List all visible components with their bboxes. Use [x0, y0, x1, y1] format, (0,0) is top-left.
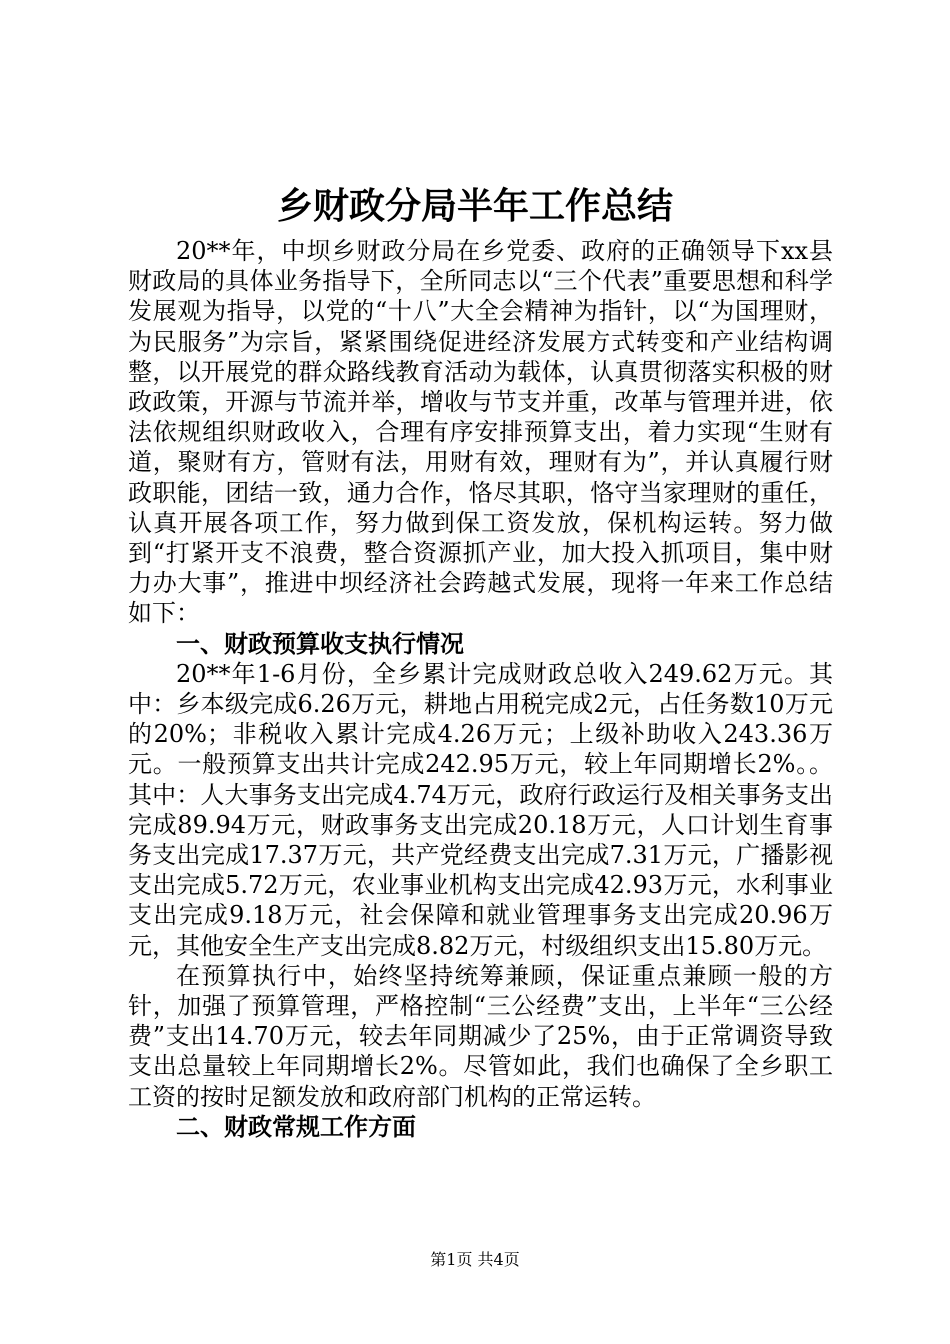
section-heading-routine: 二、财政常规工作方面 — [176, 1112, 416, 1141]
page-footer: 第1页 共4页 — [430, 1250, 520, 1269]
document-body — [128, 236, 833, 1142]
budget-execution-paragraph: 在预算执行中，始终坚持统筹兼顾，保证重点兼顾一般的方针，加强了预算管理，严格控制“三公经费”支出，上半年“三公经费”支出14.70万元，较去年同期减少了25%，由于正常调资导致支出总量较上年同期增长2%。尽管如此，我们也确保了全乡职工工资的按时足额发放和政府部门机构的正常运转。 — [128, 961, 833, 1111]
document-title: 乡财政分局半年工作总结 — [276, 186, 673, 227]
intro-paragraph: 20**年，中坝乡财政分局在乡党委、政府的正确领导下xx县财政局的具体业务指导下，全所同志以“三个代表”重要思想和科学发展观为指导，以党的“十八”大全会精神为指针，以“为国理财，为民服务”为宗旨，紧紧围绕促进经济发展方式转变和产业结构调整，以开展党的群众路线教育活动为载体，认真贯彻落实积极的财政政策，开源与节流并举，增收与节支并重，改革与管理并进，依法依规组织财政收入，合理有序安排预算支出，着力实现“生财有道，聚财有方，管财有法，用财有效，理财有为”，并认真履行财政职能，团结一致，通力合作，恪尽其职，恪守当家理财的重任，认真开展各项工作，努力做到保工资发放，保机构运转。努力做到“打紧开支不浪费，整合资源抓产业，加大投入抓项目，集中财力办大事”，推进中坝经济社会跨越式发展，现将一年来工作总结如下： — [128, 237, 833, 628]
section-heading-budget: 一、财政预算收支执行情况 — [176, 629, 464, 658]
budget-paragraph: 20**年1-6月份，全乡累计完成财政总收入249.62万元。其中：乡本级完成6.26万元，耕地占用税完成2元，占任务数10万元的20%；非税收入累计完成4.26万元；上级补助收入243.36万元。一般预算支出共计完成242.95万元，较上年同期增长2%。。其中：人大事务支出完成4.74万元，政府行政运行及相关事务支出完成89.94万元，财政事务支出完成20.18万元，人口计划生育事务支出完成17.37万元，共产党经费支出完成7.31万元，广播影视支出完成5.72万元，农业事业机构支出完成42.93万元，水利事业支出完成9.18万元，社会保障和就业管理事务支出完成20.96万元，其他安全生产支出完成8.82万元，村级组织支出15.80万元。 — [128, 659, 833, 960]
